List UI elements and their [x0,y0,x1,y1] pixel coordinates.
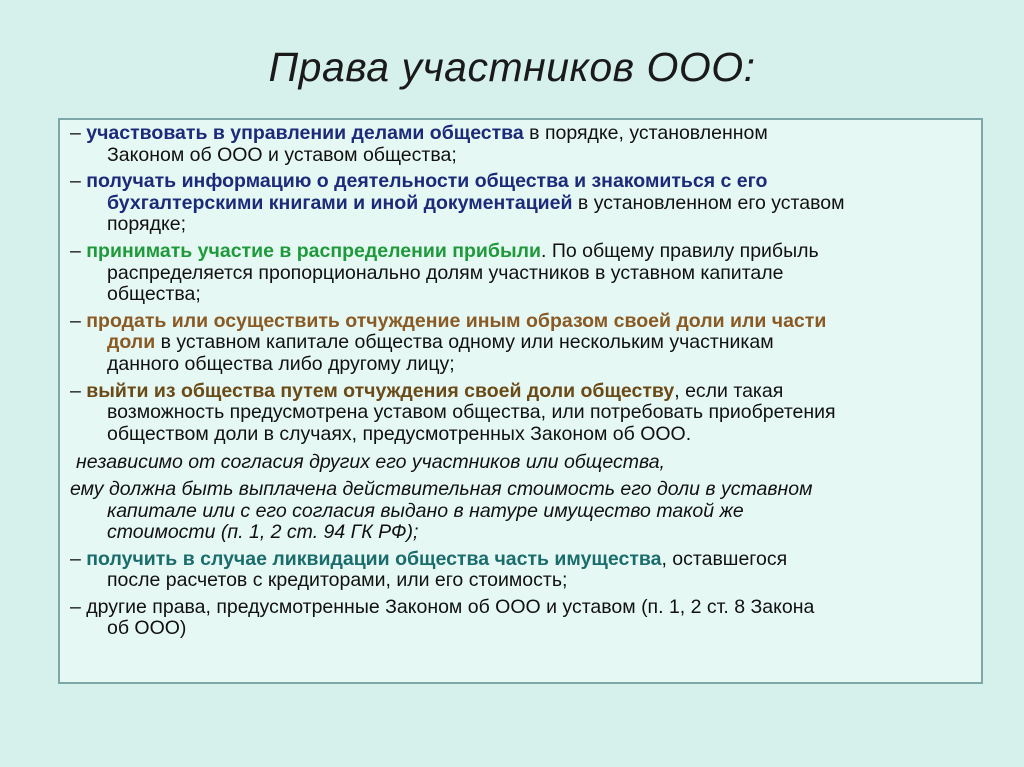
item-continuation: возможность предусмотрена уставом общества, или потребовать приобретения [107,401,836,424]
list-dash: – [70,170,87,193]
list-item [70,241,973,306]
item-text: . По общему правилу прибыль [541,239,819,262]
item-text: , оставшегося [661,547,788,570]
item-continuation: порядке; [107,213,186,236]
list-item [70,311,973,376]
list-item [70,549,973,592]
item-highlight: бухгалтерскими книгами и иной документацией [107,191,573,214]
list-dash: – [70,547,87,570]
list-dash: – [70,379,87,402]
list-dash: – [70,122,87,144]
item-text: в порядке, установленном [523,122,768,144]
item-continuation: общества; [107,283,201,306]
item-text: в уставном капитале общества одному или нескольким участникам [155,331,774,354]
item-continuation [70,193,973,215]
item-continuation: обществом доли в случаях, предусмотренных Законом об ООО. [107,422,692,445]
item-highlight: участвовать в управлении делами общества [86,122,524,144]
item-highlight: принимать участие в распределении прибыли [86,239,541,262]
item-highlight: продать или осуществить отчуждение иным образом своей доли или части [86,309,827,332]
list-dash: – [70,239,87,262]
item-highlight: получать информацию о деятельности общества и знакомиться с его [86,170,768,193]
note-line: ему должна быть выплачена действительная стоимость его доли в уставном [70,477,813,500]
list-item [70,123,973,166]
list-item [70,381,973,446]
italic-note [70,479,973,544]
item-text: другие права, предусмотренные Законом об ООО и уставом (п. 1, 2 ст. 8 Закона [86,595,815,618]
item-text: в установленном его уставом [572,191,845,214]
rights-list-box [58,118,983,684]
item-continuation [70,332,973,354]
note-line: стоимости (п. 1, 2 ст. 94 ГК РФ); [107,521,419,544]
note-line: капитале или с его согласия выдано в натуре имущество такой же [107,499,744,522]
slide-title: Права участников ООО: [268,44,756,90]
item-continuation: распределяется пропорционально долям участников в уставном капитале [107,261,784,284]
item-continuation: Законом об ООО и уставом общества; [107,143,457,166]
list-item [70,171,973,236]
item-continuation: после расчетов с кредиторами, или его стоимость; [107,569,568,592]
item-highlight: выйти из общества путем отчуждения своей доли обществу [86,379,675,402]
list-dash: – [70,309,87,332]
list-dash: – [70,595,87,618]
item-highlight: доли [107,331,156,354]
list-item [70,597,973,640]
item-highlight: получить в случае ликвидации общества часть имущества [86,547,662,570]
item-continuation: об ООО) [107,617,187,640]
item-text: , если такая [674,379,784,402]
italic-note: независимо от согласия других его участников или общества, [76,451,665,474]
item-continuation: данного общества либо другому лицу; [107,352,455,375]
